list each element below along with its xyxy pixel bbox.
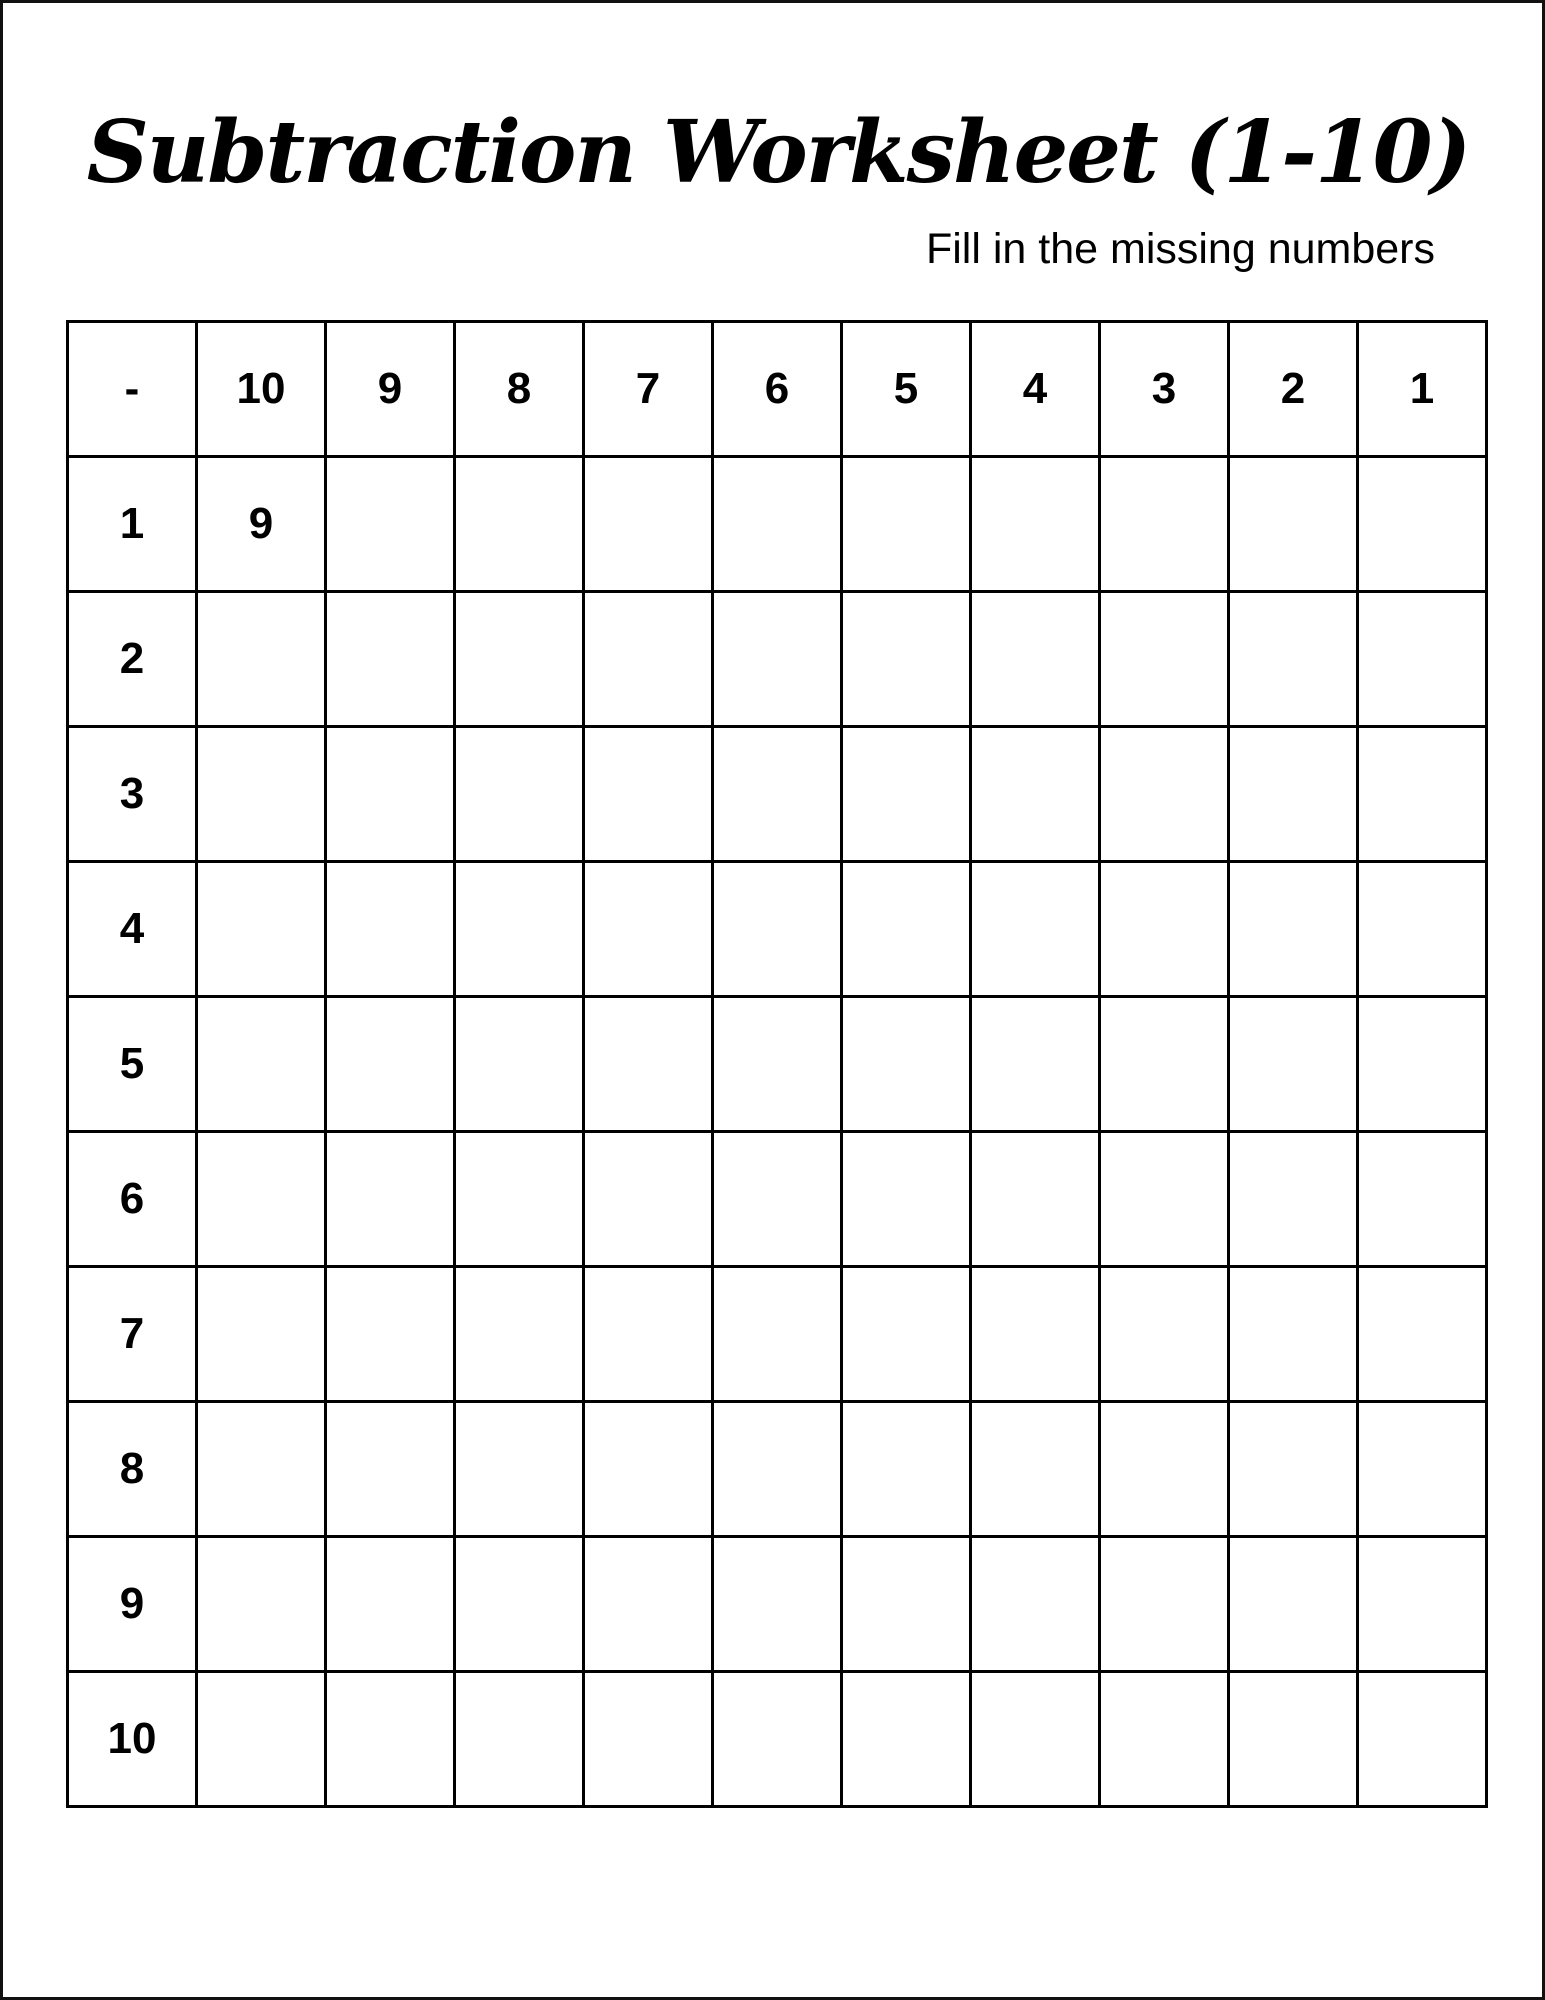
row-header: 1 — [68, 457, 197, 592]
answer-cell[interactable] — [842, 592, 971, 727]
column-header: 2 — [1229, 322, 1358, 457]
answer-cell[interactable] — [1100, 1402, 1229, 1537]
column-header: 7 — [584, 322, 713, 457]
answer-cell[interactable] — [455, 592, 584, 727]
answer-cell[interactable] — [326, 457, 455, 592]
answer-cell[interactable] — [1229, 592, 1358, 727]
answer-cell[interactable] — [713, 1132, 842, 1267]
answer-cell[interactable] — [1358, 997, 1487, 1132]
answer-cell[interactable] — [326, 862, 455, 997]
row-header: 5 — [68, 997, 197, 1132]
table-row — [68, 862, 1487, 997]
answer-cell[interactable] — [584, 1267, 713, 1402]
answer-cell[interactable] — [326, 1132, 455, 1267]
answer-cell[interactable] — [455, 1672, 584, 1807]
answer-cell[interactable] — [1100, 997, 1229, 1132]
answer-cell[interactable] — [1229, 1402, 1358, 1537]
worksheet-instructions: Fill in the missing numbers — [925, 225, 1435, 273]
answer-cell[interactable] — [197, 1132, 326, 1267]
answer-cell[interactable] — [1358, 592, 1487, 727]
answer-cell[interactable] — [584, 1672, 713, 1807]
operator-cell: - — [68, 322, 197, 457]
answer-cell[interactable] — [197, 1537, 326, 1672]
table-row — [68, 457, 1487, 592]
row-header: 9 — [68, 1537, 197, 1672]
answer-cell[interactable] — [326, 1267, 455, 1402]
answer-cell[interactable]: 9 — [197, 457, 326, 592]
answer-cell[interactable] — [1229, 997, 1358, 1132]
answer-cell[interactable] — [1229, 1132, 1358, 1267]
column-header: 8 — [455, 322, 584, 457]
column-header: 1 — [1358, 322, 1487, 457]
answer-cell[interactable] — [1100, 1132, 1229, 1267]
row-header: 7 — [68, 1267, 197, 1402]
answer-cell[interactable] — [455, 862, 584, 997]
row-header: 8 — [68, 1402, 197, 1537]
answer-cell[interactable] — [1100, 1267, 1229, 1402]
answer-cell[interactable] — [1100, 727, 1229, 862]
answer-cell[interactable] — [971, 727, 1100, 862]
answer-cell[interactable] — [1100, 592, 1229, 727]
answer-cell[interactable] — [326, 727, 455, 862]
answer-cell[interactable] — [326, 1672, 455, 1807]
column-header: 5 — [842, 322, 971, 457]
answer-cell[interactable] — [842, 997, 971, 1132]
answer-cell[interactable] — [326, 592, 455, 727]
subtraction-grid — [66, 320, 1488, 1808]
worksheet-title: Subtraction Worksheet (1-10) — [86, 102, 1470, 203]
answer-cell[interactable] — [971, 1402, 1100, 1537]
answer-cell[interactable] — [971, 1267, 1100, 1402]
answer-cell[interactable] — [713, 1537, 842, 1672]
answer-cell[interactable] — [713, 997, 842, 1132]
answer-cell[interactable] — [1358, 1537, 1487, 1672]
table-row — [68, 1132, 1487, 1267]
answer-cell[interactable] — [197, 997, 326, 1132]
answer-cell[interactable] — [326, 997, 455, 1132]
column-header: 3 — [1100, 322, 1229, 457]
answer-cell[interactable] — [1229, 1672, 1358, 1807]
answer-cell[interactable] — [971, 1672, 1100, 1807]
answer-cell[interactable] — [455, 997, 584, 1132]
answer-cell[interactable] — [584, 1537, 713, 1672]
column-header: 6 — [713, 322, 842, 457]
row-header: 2 — [68, 592, 197, 727]
answer-cell[interactable] — [971, 862, 1100, 997]
answer-cell[interactable] — [1100, 1672, 1229, 1807]
answer-cell[interactable] — [455, 727, 584, 862]
answer-cell[interactable] — [1229, 1267, 1358, 1402]
answer-cell[interactable] — [1358, 1402, 1487, 1537]
answer-cell[interactable] — [197, 1672, 326, 1807]
answer-cell[interactable] — [713, 1267, 842, 1402]
answer-cell[interactable] — [584, 1402, 713, 1537]
table-row — [68, 1267, 1487, 1402]
column-header: 10 — [197, 322, 326, 457]
answer-cell[interactable] — [455, 1537, 584, 1672]
answer-cell[interactable] — [842, 727, 971, 862]
answer-cell[interactable] — [455, 1267, 584, 1402]
table-row — [68, 592, 1487, 727]
answer-cell[interactable] — [584, 592, 713, 727]
table-row — [68, 1537, 1487, 1672]
row-header: 3 — [68, 727, 197, 862]
answer-cell[interactable] — [971, 1537, 1100, 1672]
answer-cell[interactable] — [971, 997, 1100, 1132]
answer-cell[interactable] — [1229, 727, 1358, 862]
table-row — [68, 1402, 1487, 1537]
header-row — [68, 322, 1487, 457]
column-header: 9 — [326, 322, 455, 457]
answer-cell[interactable] — [1100, 1537, 1229, 1672]
answer-cell[interactable] — [1100, 862, 1229, 997]
answer-cell[interactable] — [197, 862, 326, 997]
answer-cell[interactable] — [971, 592, 1100, 727]
answer-cell[interactable] — [1358, 457, 1487, 592]
answer-cell[interactable] — [584, 727, 713, 862]
answer-cell[interactable] — [842, 1672, 971, 1807]
table-row — [68, 997, 1487, 1132]
answer-cell[interactable] — [584, 997, 713, 1132]
answer-cell[interactable] — [842, 1267, 971, 1402]
table-row — [68, 1672, 1487, 1807]
answer-cell[interactable] — [971, 457, 1100, 592]
answer-cell[interactable] — [713, 1402, 842, 1537]
answer-cell[interactable] — [842, 1402, 971, 1537]
answer-cell[interactable] — [584, 1132, 713, 1267]
answer-cell[interactable] — [842, 862, 971, 997]
answer-cell[interactable] — [842, 457, 971, 592]
answer-cell[interactable] — [455, 457, 584, 592]
column-header: 4 — [971, 322, 1100, 457]
answer-cell[interactable] — [1358, 862, 1487, 997]
answer-cell[interactable] — [197, 727, 326, 862]
answer-cell[interactable] — [1358, 1132, 1487, 1267]
answer-cell[interactable] — [584, 862, 713, 997]
answer-cell[interactable] — [842, 1132, 971, 1267]
answer-cell[interactable] — [713, 862, 842, 997]
answer-cell[interactable] — [1229, 1537, 1358, 1672]
row-header: 4 — [68, 862, 197, 997]
answer-cell[interactable] — [1100, 457, 1229, 592]
answer-cell[interactable] — [584, 457, 713, 592]
answer-cell[interactable] — [197, 1402, 326, 1537]
answer-cell[interactable] — [1358, 1267, 1487, 1402]
answer-cell[interactable] — [455, 1402, 584, 1537]
row-header: 6 — [68, 1132, 197, 1267]
answer-cell[interactable] — [713, 727, 842, 862]
answer-cell[interactable] — [326, 1402, 455, 1537]
answer-cell[interactable] — [1229, 862, 1358, 997]
answer-cell[interactable] — [197, 592, 326, 727]
answer-cell[interactable] — [326, 1537, 455, 1672]
answer-cell[interactable] — [1358, 727, 1487, 862]
answer-cell[interactable] — [455, 1132, 584, 1267]
row-header: 10 — [68, 1672, 197, 1807]
answer-cell[interactable] — [713, 592, 842, 727]
answer-cell[interactable] — [197, 1267, 326, 1402]
answer-cell[interactable] — [971, 1132, 1100, 1267]
table-row — [68, 727, 1487, 862]
answer-cell[interactable] — [1358, 1672, 1487, 1807]
answer-cell[interactable] — [1229, 457, 1358, 592]
answer-cell[interactable] — [713, 457, 842, 592]
answer-cell[interactable] — [842, 1537, 971, 1672]
answer-cell[interactable] — [713, 1672, 842, 1807]
